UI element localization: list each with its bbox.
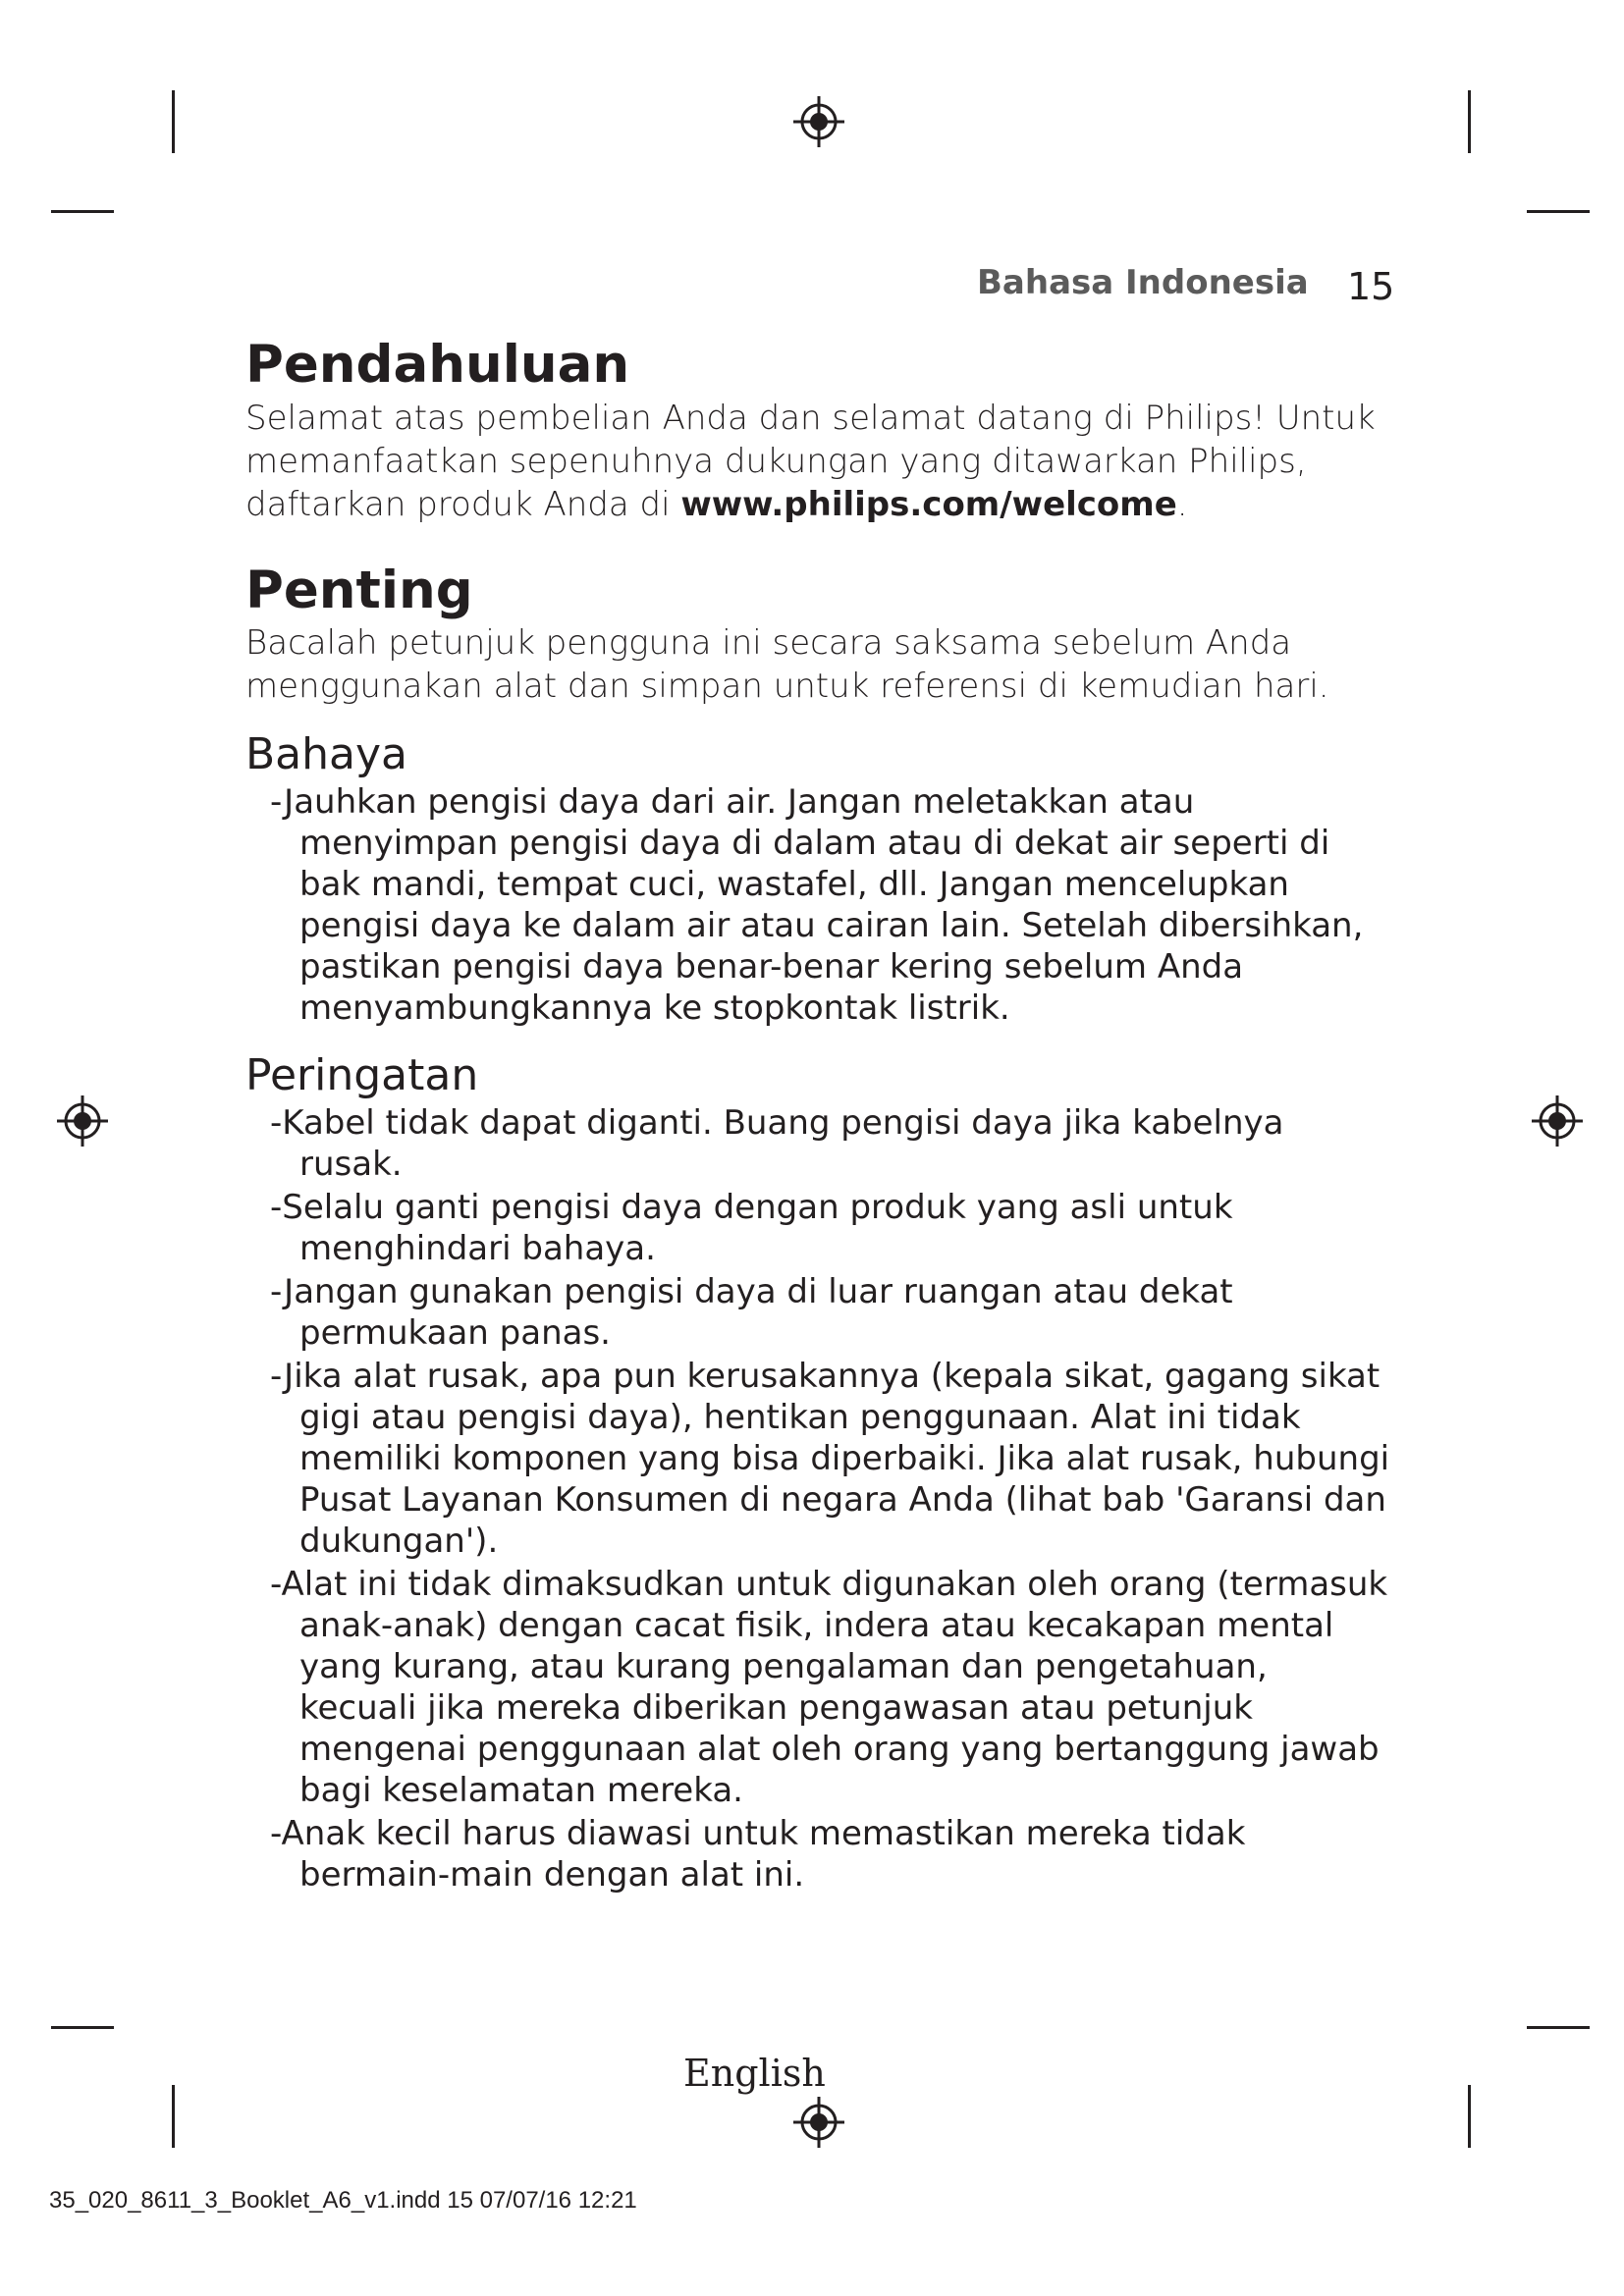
intro-paragraph (245, 397, 1394, 526)
registration-mark-icon (793, 2097, 844, 2148)
registration-link[interactable]: www.philips.com/welcome (680, 484, 1177, 524)
list-item: -Selalu ganti pengisi daya dengan produk yang asli untuk menghindari bahaya. (270, 1187, 1233, 1268)
list-item: -Jangan gunakan pengisi daya di luar ruangan atau dekat permukaan panas. (270, 1271, 1233, 1353)
registration-mark-icon (793, 96, 844, 147)
section-title-important: Penting (245, 560, 473, 620)
list-item: -Anak kecil harus diawasi untuk memastikan mereka tidak bermain-main dengan alat ini. (270, 1813, 1246, 1895)
crop-mark-top-right-vertical (1468, 90, 1471, 153)
crop-mark-top-left-vertical (172, 90, 175, 153)
intro-text-end: . (1176, 484, 1188, 524)
intro-text: Selamat atas pembelian Anda dan selamat datang di Philips! Untuk memanfaatkan sepenuhnya dukungan yang ditawarkan Philips, daftarkan produk Anda di (245, 398, 1376, 524)
list-item: -Alat ini tidak dimaksudkan untuk digunakan oleh orang (termasuk anak-anak) dengan cacat fisik, indera atau kecakapan mental yang kurang, atau kurang pengalaman dan pengetahuan, kecuali jika mereka diberikan pengawasan atau petunjuk mengenai penggunaan alat oleh orang yang bertanggung jawab bagi keselamatan mereka. (270, 1564, 1388, 1810)
header-language: Bahasa Indonesia (977, 263, 1309, 302)
list-item: -Kabel tidak dapat diganti. Buang pengisi daya jika kabelnya rusak. (270, 1102, 1284, 1184)
crop-mark-bottom-right-vertical (1468, 2085, 1471, 2148)
important-paragraph: Bacalah petunjuk pengguna ini secara saksama sebelum Anda menggunakan alat dan simpan untuk referensi di kemudian hari. (245, 623, 1329, 707)
danger-list (245, 781, 1394, 1029)
crop-mark-top-right-horizontal (1527, 210, 1590, 213)
crop-mark-bottom-left-horizontal (51, 2026, 114, 2029)
registration-mark-icon (1532, 1095, 1583, 1147)
section-title-intro: Pendahuluan (245, 335, 630, 395)
footer-english-label: English (683, 2052, 826, 2095)
warning-list (245, 1102, 1394, 1896)
crop-mark-bottom-right-horizontal (1527, 2026, 1590, 2029)
page-number: 15 (1347, 265, 1395, 308)
crop-mark-bottom-left-vertical (172, 2085, 175, 2148)
section-title-danger: Bahaya (245, 729, 407, 780)
list-item: -Jauhkan pengisi daya dari air. Jangan meletakkan atau menyimpan pengisi daya di dalam atau di dekat air seperti di bak mandi, tempat cuci, wastafel, dll. Jangan mencelupkan pengisi daya ke dalam air atau cairan lain. Setelah dibersihkan, pastikan pengisi daya benar-benar kering sebelum Anda menyambungkannya ke stopkontak listrik. (270, 781, 1364, 1028)
print-slug: 35_020_8611_3_Booklet_A6_v1.indd 15 07/07/16 12:21 (49, 2187, 637, 2214)
crop-mark-top-left-horizontal (51, 210, 114, 213)
list-item: -Jika alat rusak, apa pun kerusakannya (kepala sikat, gagang sikat gigi atau pengisi daya), hentikan penggunaan. Alat ini tidak memiliki komponen yang bisa diperbaiki. Jika alat rusak, hubungi Pusat Layanan Konsumen di negara Anda (lihat bab 'Garansi dan dukungan'). (270, 1356, 1390, 1561)
page-content (245, 334, 1394, 1897)
section-title-warning: Peringatan (245, 1049, 479, 1100)
registration-mark-icon (57, 1095, 108, 1147)
